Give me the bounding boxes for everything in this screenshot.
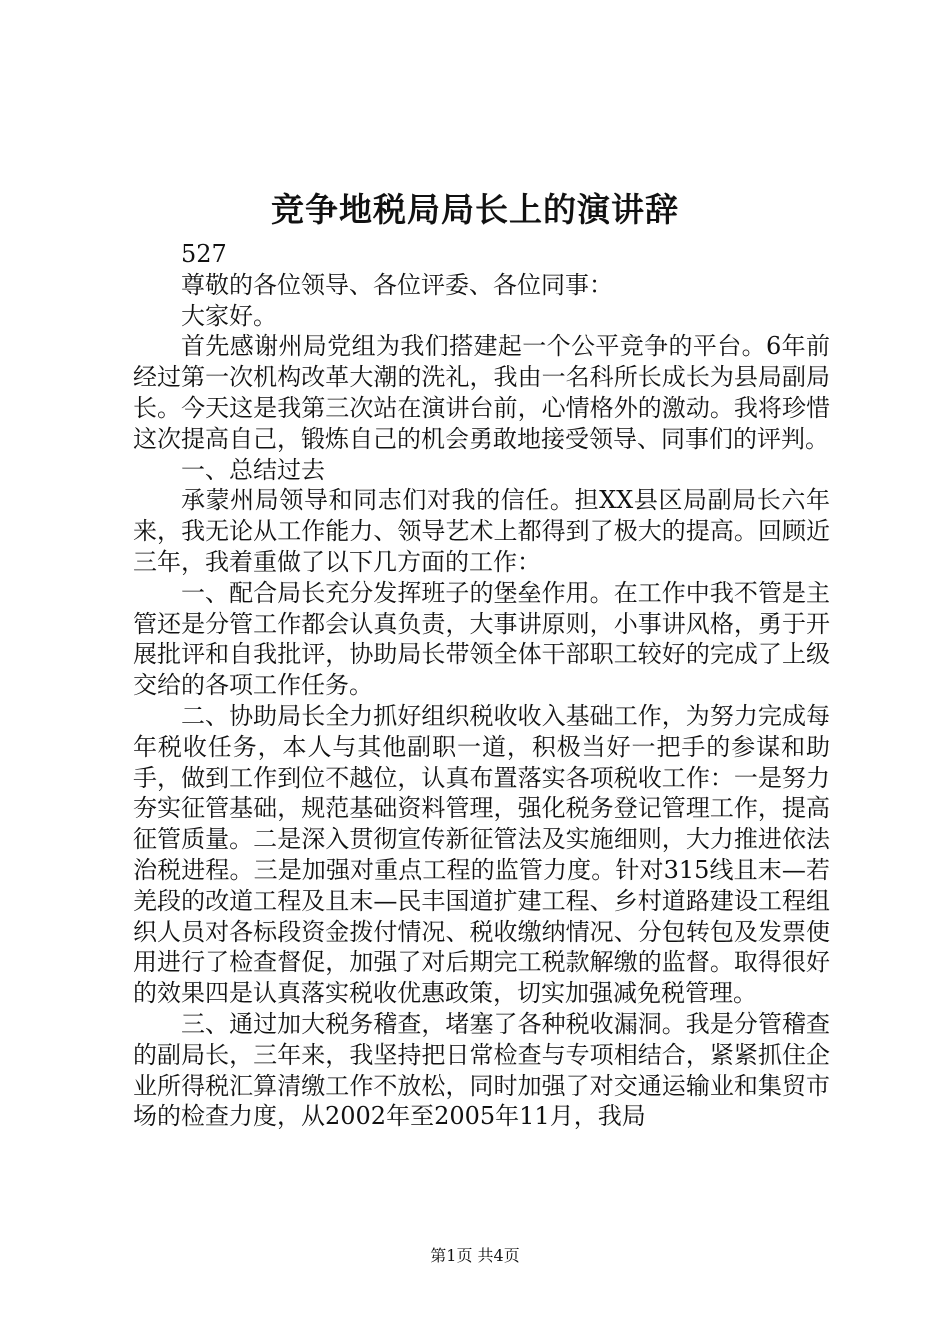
paragraph-greeting: 大家好。	[181, 301, 277, 330]
paragraph-point-three: 三、通过加大税务稽查，堵塞了各种税收漏洞。我是分管稽查的副局长，三年来，我坚持把日常检查与专项相结合，紧紧抓住企业所得税汇算清缴工作不放松，同时加强了对交通运输业和集贸市场的检查力度，从2002年至2005年11月，我局	[133, 1009, 830, 1131]
paragraph-number: 527	[181, 240, 227, 268]
paragraph-point-two: 二、协助局长全力抓好组织税收收入基础工作，为努力完成每年税收任务，本人与其他副职一道，积极当好一把手的参谋和助手，做到工作到位不越位，认真布置落实各项税收工作：一是努力夯实征管基础，规范基础资料管理，强化税务登记管理工作，提高征管质量。二是深入贯彻宣传新征管法及实施细则，大力推进依法治税进程。三是加强对重点工程的监管力度。针对315线且末—若羌段的改道工程及且末—民丰国道扩建工程、乡村道路建设工程组织人员对各标段资金拨付情况、税收缴纳情况、分包转包及发票使用进行了检查督促，加强了对后期完工税款解缴的监督。取得很好的效果四是认真落实税收优惠政策，切实加强减免税管理。	[133, 701, 830, 1008]
document-body	[133, 239, 830, 1132]
page-footer: 第1页 共4页	[430, 1246, 520, 1265]
document-title: 竞争地税局局长上的演讲辞	[271, 190, 679, 229]
paragraph-salutation: 尊敬的各位领导、各位评委、各位同事：	[181, 270, 613, 299]
paragraph-introduction: 首先感谢州局党组为我们搭建起一个公平竞争的平台。6年前经过第一次机构改革大潮的洗礼，我由一名科所长成长为县局副局长。今天这是我第三次站在演讲台前，心情格外的激动。我将珍惜这次提高自己，锻炼自己的机会勇敢地接受领导、同事们的评判。	[133, 332, 830, 453]
section-heading-summary: 一、总结过去	[181, 455, 325, 484]
paragraph-point-one: 一、配合局长充分发挥班子的堡垒作用。在工作中我不管是主管还是分管工作都会认真负责，大事讲原则，小事讲风格，勇于开展批评和自我批评，协助局长带领全体干部职工较好的完成了上级交给的各项工作任务。	[133, 578, 830, 700]
paragraph-summary-intro: 承蒙州局领导和同志们对我的信任。担XX县区局副局长六年来，我无论从工作能力、领导艺术上都得到了极大的提高。回顾近三年，我着重做了以下几方面的工作：	[133, 486, 830, 576]
